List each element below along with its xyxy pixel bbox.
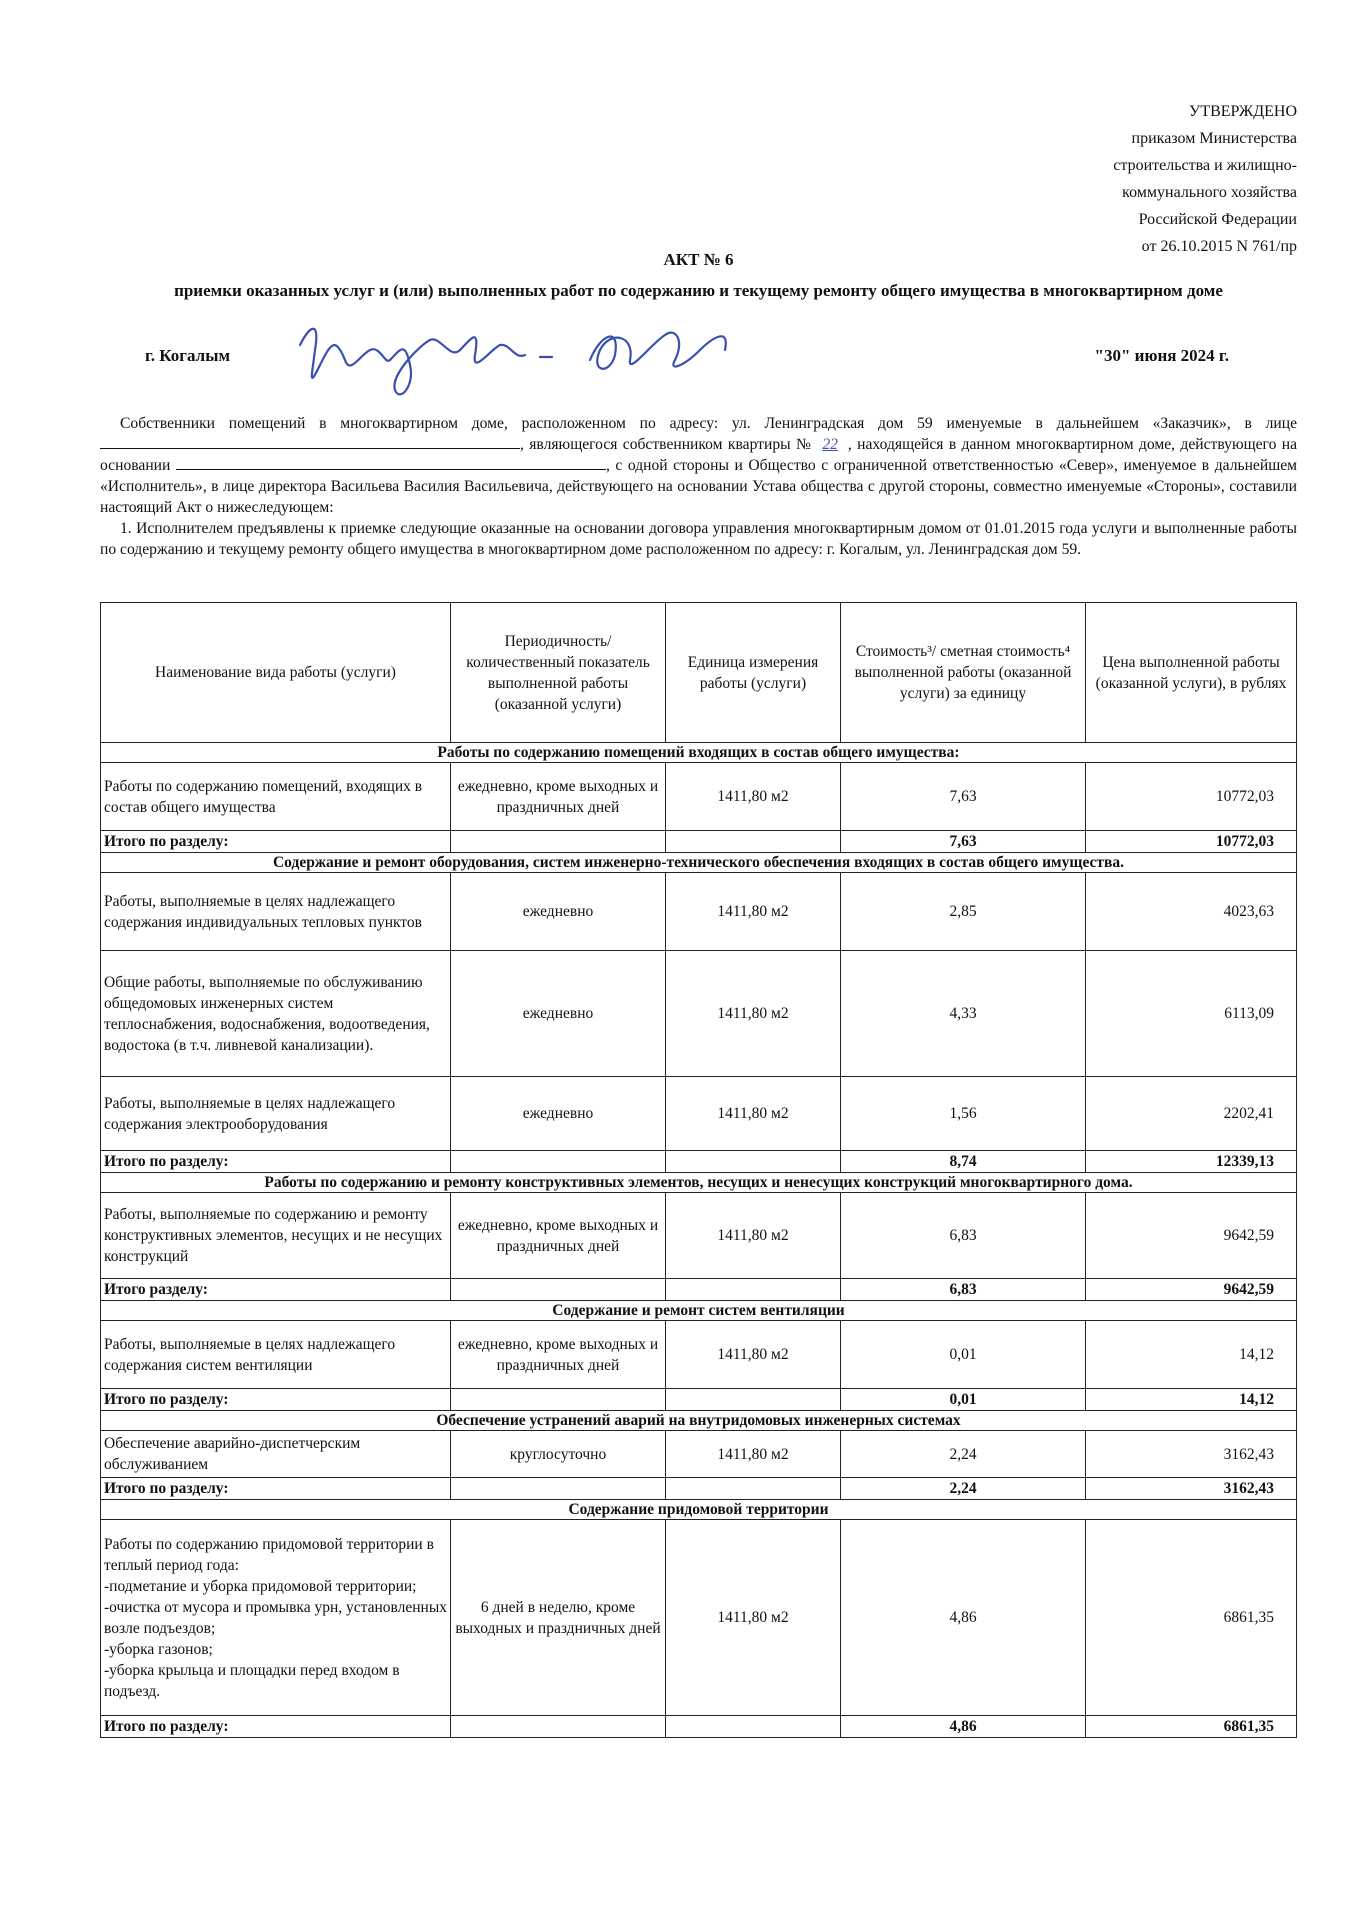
approval-line: от 26.10.2015 N 761/пр (1141, 238, 1297, 255)
section-title-row (101, 1173, 1297, 1193)
table-row (101, 1077, 1297, 1151)
price: 6113,09 (1086, 951, 1297, 1077)
intro-paragraph-1 (100, 413, 1297, 518)
total-label: Итого разделу: (101, 1279, 451, 1301)
act-date: "30" июня 2024 г. (1094, 346, 1229, 365)
price: 10772,03 (1086, 763, 1297, 831)
work-name: Работы, выполняемые по содержанию и ремонту конструктивных элементов, несущих и не несущих конструкций (101, 1193, 451, 1279)
empty-cell (666, 1389, 841, 1411)
price: 3162,43 (1086, 1431, 1297, 1478)
section-total-row (101, 1478, 1297, 1500)
empty-cell (451, 1151, 666, 1173)
total-price: 12339,13 (1086, 1151, 1297, 1173)
unit: 1411,80 м2 (666, 1520, 841, 1716)
empty-cell (451, 831, 666, 853)
total-price: 14,12 (1086, 1389, 1297, 1411)
unit: 1411,80 м2 (666, 763, 841, 831)
unit: 1411,80 м2 (666, 873, 841, 951)
unit: 1411,80 м2 (666, 1431, 841, 1478)
header-unit: Единица измерения работы (услуги) (666, 603, 841, 743)
unit: 1411,80 м2 (666, 1321, 841, 1389)
act-subtitle: приемки оказанных услуг и (или) выполненных работ по содержанию и текущему ремонту общего имущества в многоквартирном доме (174, 281, 1223, 300)
total-cost: 7,63 (841, 831, 1086, 853)
table-row (101, 763, 1297, 831)
header-price: Цена выполненной работы (оказанной услуги), в рублях (1086, 603, 1297, 743)
total-cost: 6,83 (841, 1279, 1086, 1301)
empty-cell (451, 1389, 666, 1411)
price: 9642,59 (1086, 1193, 1297, 1279)
periodicity: ежедневно, кроме выходных и праздничных дней (451, 1193, 666, 1279)
unit-cost: 4,33 (841, 951, 1086, 1077)
section-title-row (101, 743, 1297, 763)
section-title-row (101, 1301, 1297, 1321)
total-label: Итого по разделу: (101, 831, 451, 853)
total-cost: 0,01 (841, 1389, 1086, 1411)
intro-part-c: , находящейся в данном многоквартирном доме, действующего на основании (100, 436, 1297, 474)
approval-line: приказом Министерства (1131, 130, 1297, 147)
unit: 1411,80 м2 (666, 1193, 841, 1279)
empty-cell (451, 1716, 666, 1738)
act-title: АКТ № 6 (663, 250, 734, 269)
empty-cell (666, 831, 841, 853)
periodicity: ежедневно, кроме выходных и праздничных дней (451, 763, 666, 831)
header-work-name: Наименование вида работы (услуги) (101, 603, 451, 743)
section-title-row (101, 1500, 1297, 1520)
approval-line: коммунального хозяйства (1122, 184, 1297, 201)
approval-line: УТВЕРЖДЕНО (1188, 103, 1297, 120)
intro-part-a: Собственники помещений в многоквартирном доме, расположенном по адресу: ул. Ленинградская дом 59 именуемые в дальнейшем «Заказчик», в лице (120, 415, 1297, 432)
unit: 1411,80 м2 (666, 1077, 841, 1151)
unit-cost: 4,86 (841, 1520, 1086, 1716)
section-total-row (101, 831, 1297, 853)
unit-cost: 7,63 (841, 763, 1086, 831)
section-title: Обеспечение устранений аварий на внутридомовых инженерных системах (101, 1411, 1297, 1431)
table-body (101, 743, 1297, 1738)
price: 2202,41 (1086, 1077, 1297, 1151)
basis-blank (176, 455, 606, 470)
unit-cost: 1,56 (841, 1077, 1086, 1151)
table-row (101, 951, 1297, 1077)
header-periodicity: Периодичность/ количественный показатель выполненной работы (оказанной услуги) (451, 603, 666, 743)
work-name: Общие работы, выполняемые по обслуживанию общедомовых инженерных систем теплоснабжения, водоснабжения, водоотведения, водостока (в т.ч. ливневой канализации). (101, 951, 451, 1077)
periodicity: ежедневно (451, 1077, 666, 1151)
total-cost: 2,24 (841, 1478, 1086, 1500)
city: г. Когалым (145, 346, 231, 365)
price: 4023,63 (1086, 873, 1297, 951)
approval-stamp (1113, 98, 1297, 260)
periodicity: ежедневно (451, 951, 666, 1077)
work-name: Работы, выполняемые в целях надлежащего содержания электрооборудования (101, 1077, 451, 1151)
table-row (101, 873, 1297, 951)
services-table (100, 602, 1297, 1738)
header-unit-cost: Стоимость³/ сметная стоимость⁴ выполненной работы (оказанной услуги) за единицу (841, 603, 1086, 743)
periodicity: 6 дней в неделю, кроме выходных и праздничных дней (451, 1520, 666, 1716)
empty-cell (666, 1151, 841, 1173)
total-label: Итого по разделу: (101, 1151, 451, 1173)
approval-line: Российской Федерации (1138, 211, 1297, 228)
approval-line: строительства и жилищно- (1113, 157, 1297, 174)
periodicity: ежедневно, кроме выходных и праздничных дней (451, 1321, 666, 1389)
work-name: Работы, выполняемые в целях надлежащего содержания индивидуальных тепловых пунктов (101, 873, 451, 951)
total-price: 10772,03 (1086, 831, 1297, 853)
section-total-row (101, 1716, 1297, 1738)
intro-paragraph-2: 1. Исполнителем предъявлены к приемке следующие оказанные на основании договора управления многоквартирным домом от 01.01.2015 года услуги и выполненные работы по содержанию и текущему ремонту общего имущества в многоквартирном доме расположенном по адресу: г. Когалым, ул. Ленинградская дом 59. (100, 520, 1297, 558)
table-row (101, 1431, 1297, 1478)
section-title: Содержание придомовой территории (101, 1500, 1297, 1520)
work-name: Работы по содержанию помещений, входящих в состав общего имущества (101, 763, 451, 831)
total-price: 3162,43 (1086, 1478, 1297, 1500)
apartment-number: 22 (822, 436, 838, 453)
table-header-row (101, 603, 1297, 743)
table-row (101, 1193, 1297, 1279)
total-price: 6861,35 (1086, 1716, 1297, 1738)
total-label: Итого по разделу: (101, 1478, 451, 1500)
unit-cost: 6,83 (841, 1193, 1086, 1279)
table-row (101, 1520, 1297, 1716)
periodicity: круглосуточно (451, 1431, 666, 1478)
table-row (101, 1321, 1297, 1389)
intro-text (100, 413, 1297, 560)
price: 6861,35 (1086, 1520, 1297, 1716)
section-total-row (101, 1151, 1297, 1173)
unit-cost: 0,01 (841, 1321, 1086, 1389)
representative-blank (100, 434, 520, 449)
empty-cell (666, 1478, 841, 1500)
periodicity: ежедневно (451, 873, 666, 951)
section-title-row (101, 853, 1297, 873)
title-block (100, 250, 1297, 302)
work-name: Обеспечение аварийно-диспетчерским обслуживанием (101, 1431, 451, 1478)
price: 14,12 (1086, 1321, 1297, 1389)
total-label: Итого по разделу: (101, 1716, 451, 1738)
section-title-row (101, 1411, 1297, 1431)
total-cost: 4,86 (841, 1716, 1086, 1738)
section-title: Содержание и ремонт систем вентиляции (101, 1301, 1297, 1321)
section-title: Содержание и ремонт оборудования, систем инженерно-технического обеспечения входящих в состав общего имущества. (101, 853, 1297, 873)
work-name: Работы, выполняемые в целях надлежащего содержания систем вентиляции (101, 1321, 451, 1389)
unit: 1411,80 м2 (666, 951, 841, 1077)
section-total-row (101, 1389, 1297, 1411)
intro-part-b: , являющегося собственником квартиры № (520, 436, 813, 453)
total-price: 9642,59 (1086, 1279, 1297, 1301)
empty-cell (666, 1279, 841, 1301)
services-table-wrapper (100, 602, 1296, 1738)
empty-cell (666, 1716, 841, 1738)
section-total-row (101, 1279, 1297, 1301)
total-cost: 8,74 (841, 1151, 1086, 1173)
total-label: Итого по разделу: (101, 1389, 451, 1411)
unit-cost: 2,85 (841, 873, 1086, 951)
unit-cost: 2,24 (841, 1431, 1086, 1478)
empty-cell (451, 1279, 666, 1301)
work-name: Работы по содержанию придомовой территории в теплый период года: -подметание и уборка придомовой территории; -очистка от мусора и промывка урн, установленных возле подъездов; -уборка газонов; -уборка крыльца и площадки перед входом в подъезд. (101, 1520, 451, 1716)
section-title: Работы по содержанию и ремонту конструктивных элементов, несущих и ненесущих конструкций многоквартирного дома. (101, 1173, 1297, 1193)
section-title: Работы по содержанию помещений входящих в состав общего имущества: (101, 743, 1297, 763)
empty-cell (451, 1478, 666, 1500)
intro-part-d: , с одной стороны и Общество с ограниченной ответственностью «Север», именуемое в дальнейшем «Исполнитель», в лице директора Васильева Василия Васильевича, действующего на основании Устава общества с другой стороны, совместно именуемые «Стороны», составили настоящий Акт о нижеследующем: (100, 457, 1297, 516)
handwritten-signature (290, 305, 790, 405)
